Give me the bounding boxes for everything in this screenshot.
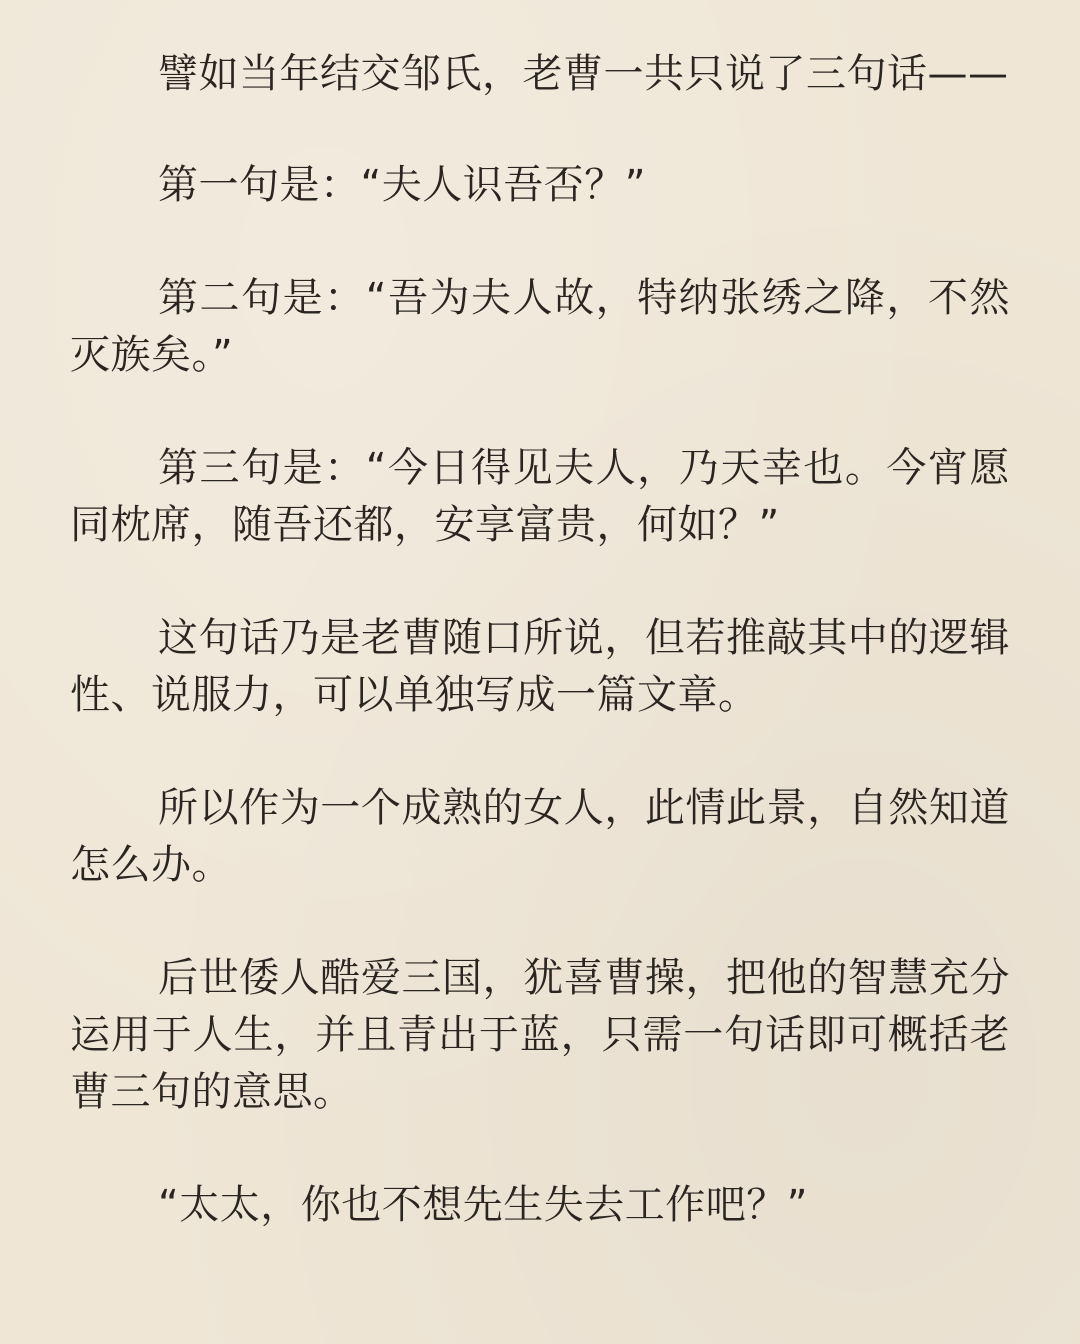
paragraph-2: 第一句是：“夫人识吾否？” xyxy=(158,162,646,208)
paragraph-1: 譬如当年结交邹氏，老曹一共只说了三句话—— xyxy=(158,51,1009,97)
paragraph-8: “太太，你也不想先生失去工作吧？” xyxy=(158,1182,808,1228)
paragraph-4: 第三句是：“今日得见夫人，乃天幸也。今宵愿同枕席，随吾还都，安享富贵，何如？” xyxy=(70,445,1010,548)
paragraph-5: 这句话乃是老曹随口所说，但若推敲其中的逻辑性、说服力，可以单独写成一篇文章。 xyxy=(70,615,1010,718)
paragraph-3: 第二句是：“吾为夫人故，特纳张绣之降，不然灭族矣。” xyxy=(70,275,1010,378)
paragraph-7: 后世倭人酷爱三国，犹喜曹操，把他的智慧充分运用于人生，并且青出于蓝，只需一句话即可概括老曹三句的意思。 xyxy=(70,955,1010,1115)
paragraph-6: 所以作为一个成熟的女人，此情此景，自然知道怎么办。 xyxy=(70,785,1010,888)
